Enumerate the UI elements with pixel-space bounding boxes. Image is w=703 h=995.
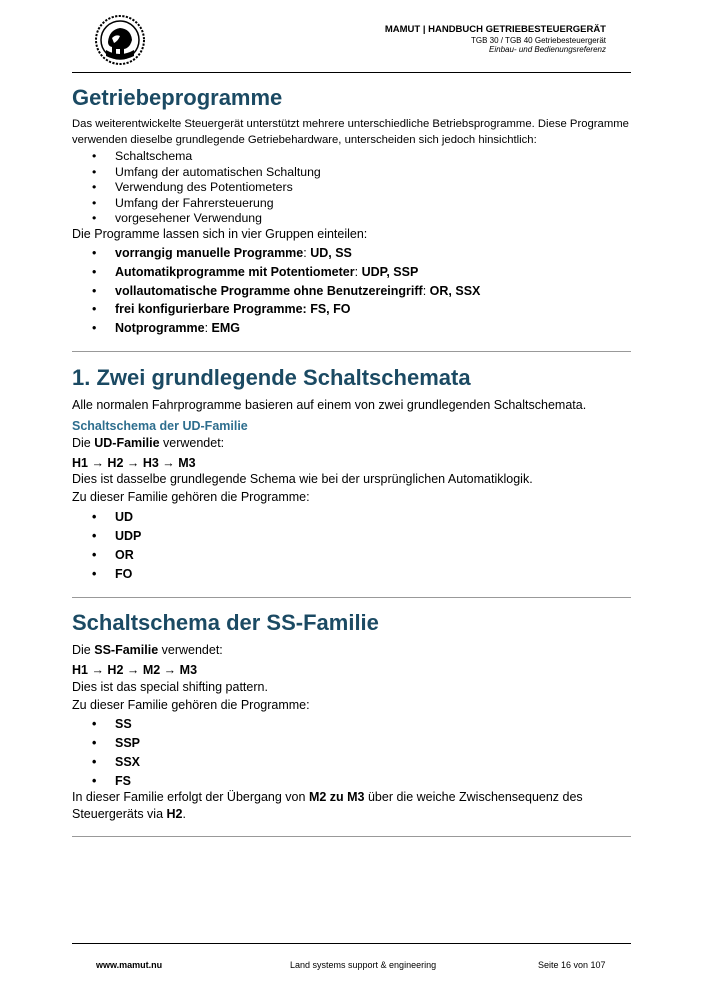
ud-shift-sequence: H1 → H2 → H3 → M3 [72,456,196,470]
program-item: • SS [72,715,140,734]
group-separator: : [354,264,362,279]
program-item: • FO [72,565,141,584]
difference-item: • vorgesehener Verwendung [72,211,321,227]
group-separator: : [422,283,430,298]
ud-members-intro: Zu dieser Familie gehören die Programme: [72,490,310,504]
header-title: MAMUT | HANDBUCH GETRIEBESTEUERGERÄT [384,24,606,35]
section-divider [72,351,631,352]
section2-intro: Alle normalen Fahrprogramme basieren auf einem von zwei grundlegenden Schaltschemata. [72,398,587,412]
footer-page-number: Seite 16 von 107 [538,960,606,970]
section1-intro: Das weiterentwickelte Steuergerät unterstützt mehrere unterschiedliche Betriebsprogramme. Diese Programme verwenden dieselbe grundlegende Getriebehardware, unterscheiden sich jedoch hinsichtlich: [72,118,629,146]
difference-item: • Umfang der Fahrersteuerung [72,196,321,212]
section-divider [72,836,631,837]
program-group-item [72,319,480,338]
ud-family-heading: Schaltschema der UD-Familie [72,419,248,433]
program-item: • FS [72,772,140,791]
section-title-ss-familie: Schaltschema der SS-Familie [72,610,379,635]
group-name: vollautomatische Programme ohne Benutzereingriff [115,283,423,298]
program-group-item [72,244,480,263]
difference-item: • Schaltschema [72,149,321,165]
header-reference: Einbau- und Bedienungsreferenz [489,45,606,55]
group-programs: OR, SSX [429,283,481,298]
group-name: vorrangig manuelle Programme [115,246,304,260]
program-item: • UDP [72,527,141,546]
group-name: Notprogramme [115,321,205,336]
header-divider [72,72,631,73]
ss-members-intro: Zu dieser Familie gehören die Programme: [72,698,310,712]
group-programs: EMG [211,321,241,336]
group-name: Automatikprogramme mit Potentiometer [115,264,355,279]
section-title-getriebeprogramme: Getriebeprogramme [72,85,283,110]
group-name: frei konfigurierbare Programme: FS, FO [115,302,351,317]
document-header [385,25,606,54]
group-programs: UDP, SSP [361,264,419,279]
program-item: • UD [72,508,141,527]
footer-divider [72,943,631,944]
group-programs: UD, SS [310,246,352,260]
group-separator: : [303,246,311,260]
section-divider [72,597,631,598]
difference-item: • Umfang der automatischen Schaltung [72,165,321,181]
difference-item: • Verwendung des Potentiometers [72,180,321,196]
ss-programs-list [72,715,140,791]
ss-description: Dies ist das special shifting pattern. [72,680,268,694]
program-item: • SSP [72,734,140,753]
program-groups-list [72,244,480,338]
section-title-schaltschemata: 1. Zwei grundlegende Schaltschemata [72,365,471,390]
program-item: • OR [72,546,141,565]
ss-transition-note: In dieser Familie erfolgt der Übergang von M2 zu M3 über die weiche Zwischensequenz des Steuergeräts via H2. [72,790,583,821]
footer-tagline: Land systems support & engineering [290,960,437,970]
ud-description: Dies ist dasselbe grundlegende Schema wie bei der ursprünglichen Automatiklogik. [72,472,533,486]
ud-programs-list [72,508,141,584]
program-item: • SSX [72,753,140,772]
ud-family-uses: Die UD-Familie verwendet: [72,436,225,450]
group-separator: : [204,321,212,336]
header-subtitle: TGB 30 / TGB 40 Getriebesteuergerät [470,35,606,45]
program-group-item [72,282,480,301]
groups-intro: Die Programme lassen sich in vier Gruppen einteilen: [72,227,368,241]
program-group-item [72,300,480,319]
footer-website-link[interactable]: www.mamut.nu [96,960,163,970]
differences-list [72,149,321,227]
ss-shift-sequence: H1 → H2 → M2 → M3 [72,663,198,677]
mamut-logo [94,14,146,66]
program-group-item [72,263,480,282]
ss-family-uses: Die SS-Familie verwendet: [72,643,223,657]
